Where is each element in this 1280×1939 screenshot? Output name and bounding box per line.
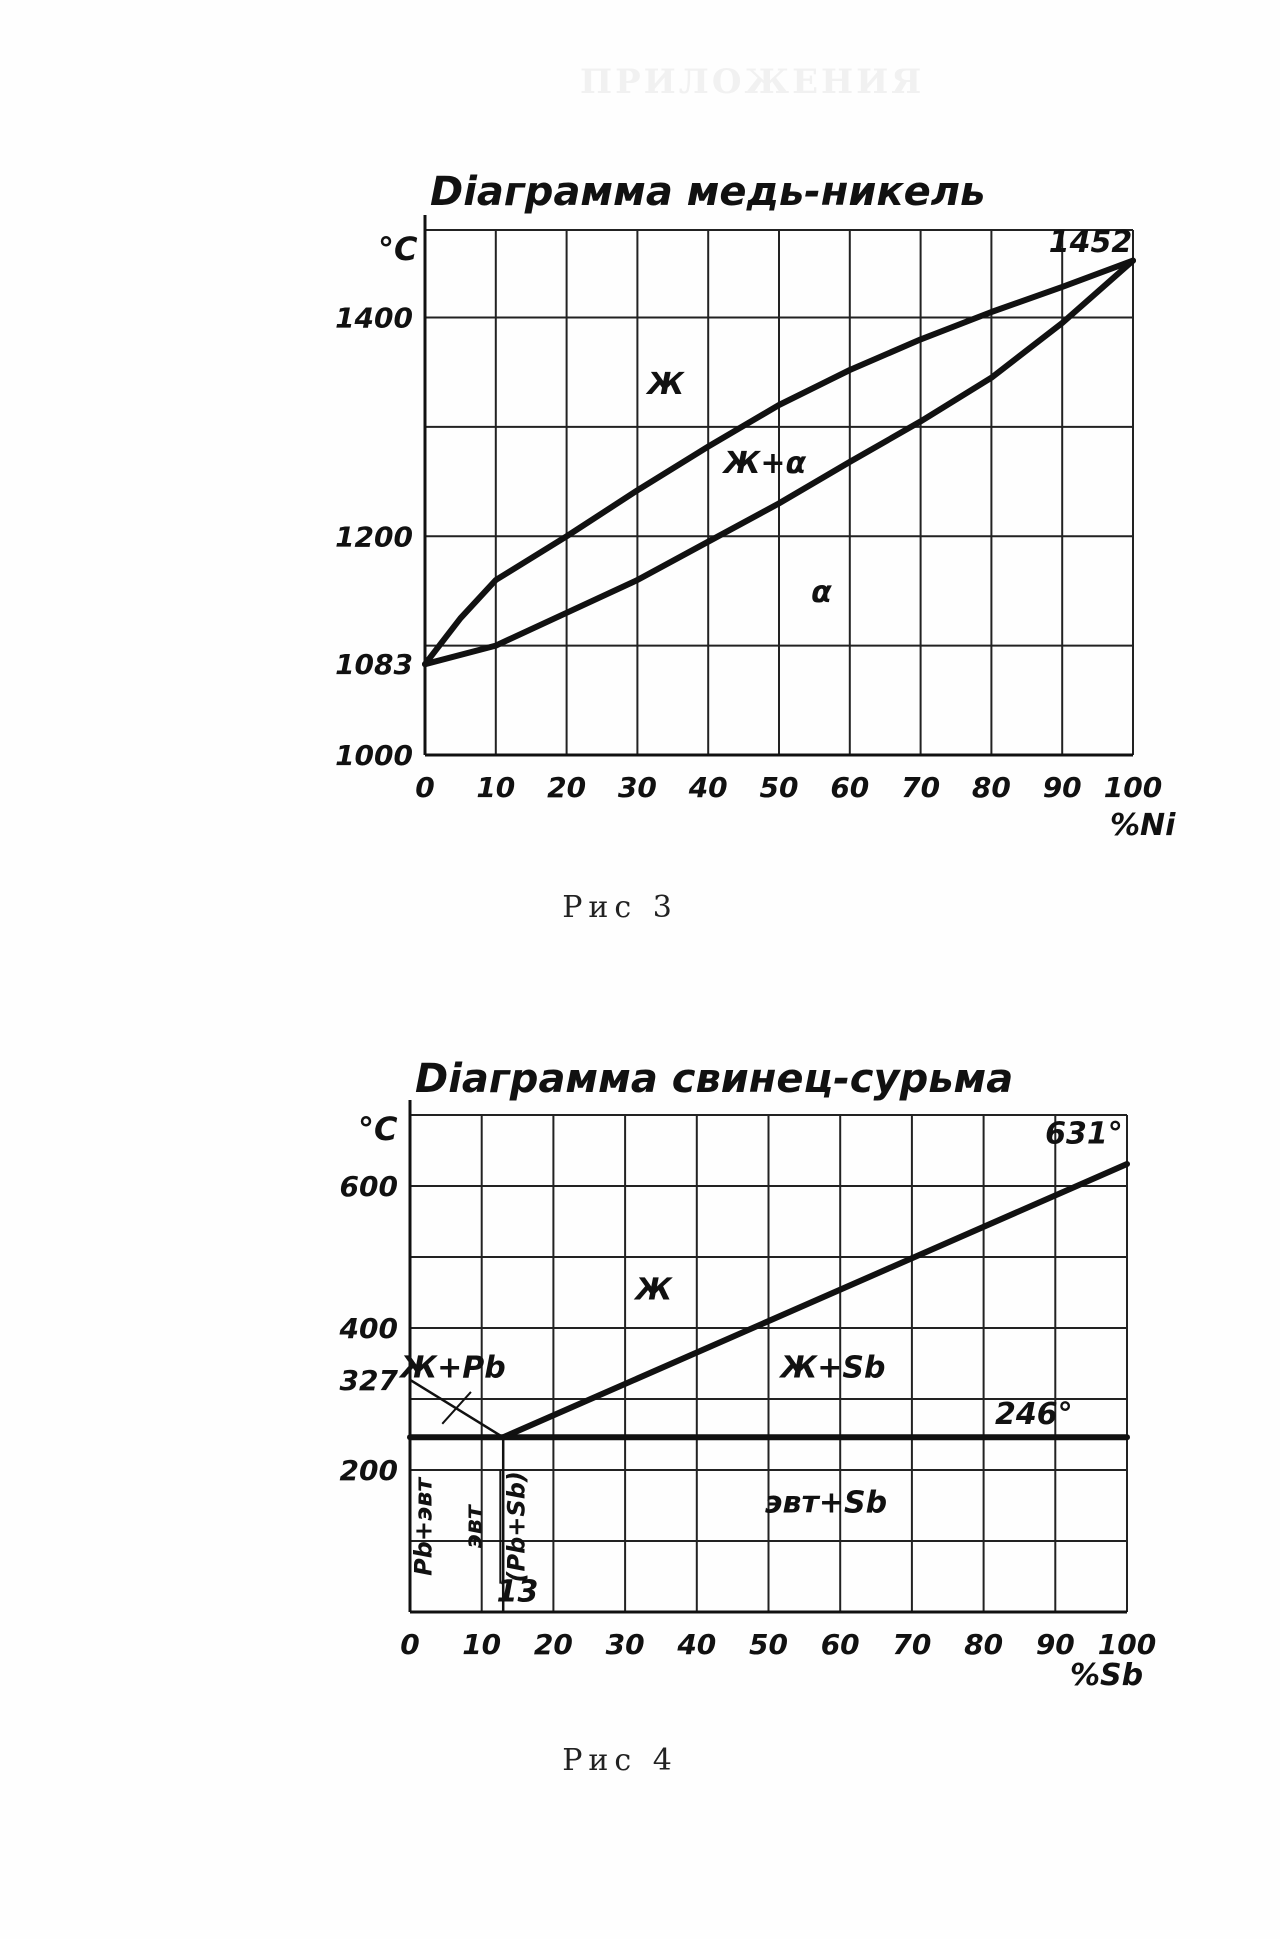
chart-annotation: (Pb+Sb) [502, 1471, 531, 1583]
x-axis-label: %Sb [1070, 1658, 1144, 1693]
y-tick-label: 1400 [335, 301, 413, 335]
x-axis-label: %Ni [1110, 808, 1176, 843]
x-tick-label: 0 [400, 1628, 420, 1661]
y-tick-label: 200 [339, 1454, 398, 1487]
region-pointer-stroke [442, 1392, 471, 1424]
x-tick-label: 90 [1035, 1628, 1075, 1661]
chart-annotation: эвт+Sb [764, 1485, 888, 1521]
figure-caption-3: Рис 3 [562, 890, 678, 925]
x-tick-label: 80 [971, 771, 1011, 804]
chart-annotation: 246° [994, 1396, 1073, 1432]
x-tick-label: 10 [462, 1628, 502, 1661]
x-tick-label: 30 [617, 771, 657, 804]
figure-caption-4: Рис 4 [562, 1743, 678, 1778]
chart-annotation: Pb+эвт [409, 1477, 438, 1576]
x-tick-label: 20 [533, 1628, 573, 1661]
y-tick-label: 1000 [335, 739, 413, 772]
chart-annotation: α [811, 574, 832, 610]
chart-annotation: Ж [647, 367, 685, 403]
chart-title: Diaграмма свинец-сурьма [415, 1056, 1014, 1102]
y-axis-label: °C [378, 230, 418, 268]
x-tick-label: 60 [830, 771, 870, 804]
chart-annotation: эвт [459, 1505, 488, 1549]
chart-annotation: Ж+α [723, 445, 807, 481]
x-tick-label: 40 [677, 1628, 717, 1661]
x-tick-label: 100 [1103, 771, 1163, 804]
x-tick-label: 0 [415, 771, 435, 804]
x-tick-label: 50 [759, 771, 799, 804]
x-tick-label: 70 [892, 1628, 932, 1661]
y-tick-label: 1200 [335, 520, 413, 554]
copper-nickel-diagram [0, 160, 1280, 880]
x-tick-label: 50 [749, 1628, 788, 1661]
lead-antimony-diagram [0, 1040, 1280, 1740]
y-tick-label: 327 [339, 1363, 398, 1397]
chart-annotation: 13 [496, 1574, 539, 1610]
x-tick-label: 80 [964, 1628, 1004, 1661]
x-tick-label: 60 [820, 1628, 860, 1661]
y-tick-label: 400 [339, 1312, 398, 1345]
x-tick-label: 20 [547, 771, 587, 804]
x-tick-label: 40 [688, 771, 728, 804]
x-tick-label: 100 [1097, 1628, 1157, 1661]
bleed-through-heading: ПРИЛОЖЕНИЯ [580, 62, 925, 102]
x-tick-label: 10 [476, 771, 516, 804]
chart-annotation: Ж+Pb [400, 1350, 506, 1386]
x-tick-label: 70 [901, 771, 941, 804]
y-axis-label: °C [358, 1110, 398, 1148]
x-tick-label: 30 [605, 1628, 645, 1661]
x-tick-label: 90 [1042, 771, 1082, 804]
chart-annotation: Ж+Sb [780, 1350, 886, 1386]
chart-annotation: Ж [635, 1272, 673, 1308]
chart-title: Diaграмма медь-никель [430, 169, 986, 215]
chart-annotation: 631° [1045, 1116, 1123, 1152]
y-tick-label: 600 [339, 1170, 398, 1203]
chart-annotation: 1452 [1048, 224, 1133, 260]
y-tick-label: 1083 [335, 648, 413, 682]
